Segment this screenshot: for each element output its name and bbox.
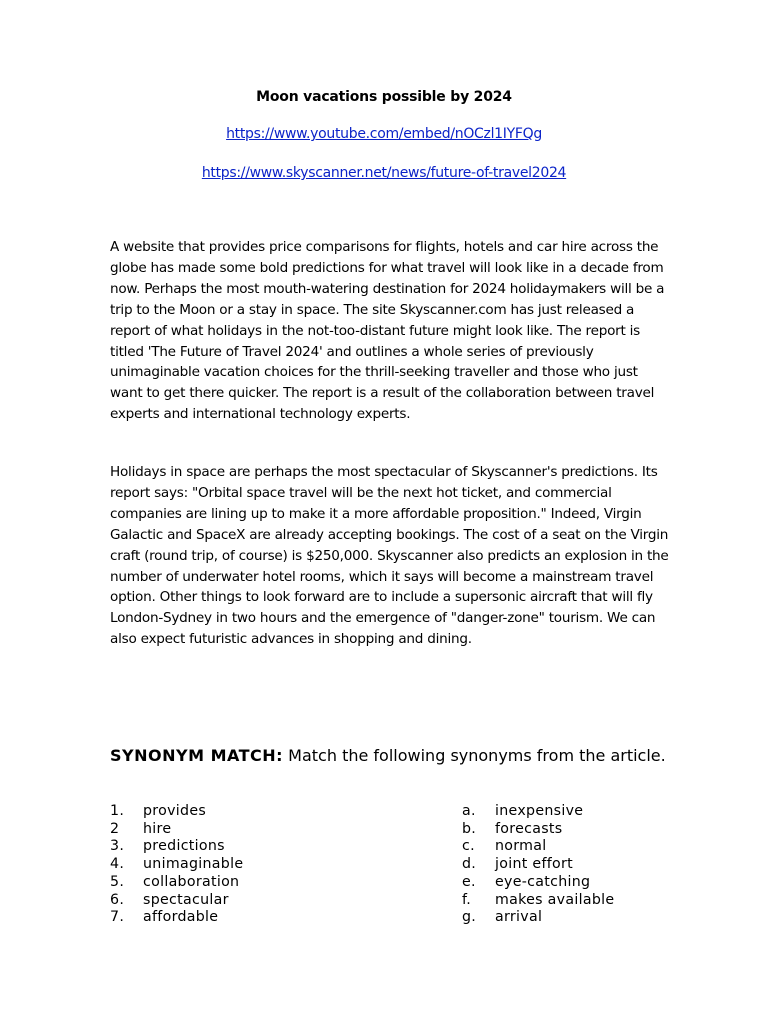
item-number: 6. — [110, 891, 125, 908]
synonym-list — [462, 803, 722, 927]
item-number: 5. — [110, 873, 125, 890]
list-item — [110, 909, 410, 927]
item-word: hire — [143, 820, 172, 837]
synonym-match-heading — [110, 745, 670, 766]
item-letter: d. — [462, 856, 477, 873]
article-paragraph-2: Holidays in space are perhaps the most spectacular of Skyscanner's predictions. Its report says: "Orbital space travel will be the next hot ticket, and commercial companies are lining up to make it a more affordable proposition." Indeed, Virgin Galactic and SpaceX are already accepting bookings. The cost of a seat on the Virgin craft (round trip, of course) is $250,000. Skyscanner also predicts an explosion in the number of underwater hotel rooms, which it says will become a mainstream travel option. Other things to look forward are to include a supersonic aircraft that will fly London-Sydney in two hours and the emergence of "danger-zone" tourism. We can also expect futuristic advances in shopping and dining. — [110, 464, 669, 648]
item-synonym: makes available — [495, 891, 615, 908]
item-letter: e. — [462, 873, 476, 890]
item-word: predictions — [143, 838, 225, 855]
list-item — [110, 821, 410, 839]
skyscanner-link[interactable]: https://www.skyscanner.net/news/future-of-travel2024 — [201, 165, 567, 181]
item-letter: b. — [462, 820, 477, 837]
list-item — [110, 803, 410, 821]
document-title: Moon vacations possible by 2024 — [256, 89, 512, 105]
item-word: unimaginable — [143, 856, 244, 873]
item-word: spectacular — [143, 891, 229, 908]
item-letter: c. — [462, 838, 475, 855]
youtube-link-line — [0, 124, 768, 144]
item-number: 7. — [110, 909, 125, 926]
word-list — [110, 803, 410, 927]
list-item — [462, 874, 722, 892]
item-synonym: forecasts — [495, 820, 563, 837]
list-item — [462, 856, 722, 874]
list-item — [462, 821, 722, 839]
item-word: provides — [143, 803, 207, 819]
item-synonym: eye-catching — [495, 873, 591, 890]
skyscanner-link-line — [0, 163, 768, 183]
item-synonym: joint effort — [495, 856, 574, 873]
item-letter: f. — [462, 891, 472, 908]
list-item — [110, 838, 410, 856]
list-item — [110, 874, 410, 892]
list-item — [462, 909, 722, 927]
article-paragraph-1: A website that provides price comparisons for flights, hotels and car hire across the globe has made some bold predictions for what travel will look like in a decade from now. Perhaps the most mouth-watering destination for 2024 holidaymakers will be a trip to the Moon or a stay in space. The site Skyscanner.com has just released a report of what holidays in the not-too-distant future might look like. The report is titled 'The Future of Travel 2024' and outlines a whole series of previously unimaginable vacation choices for the thrill-seeking traveller and those who just want to get there quicker. The report is a result of the collaboration between travel experts and international technology experts. — [110, 239, 665, 423]
synonym-match-label: SYNONYM MATCH: — [110, 746, 284, 765]
synonym-match-instruction: Match the following synonyms from the article. — [288, 746, 666, 765]
item-synonym: normal — [495, 838, 547, 855]
item-number: 3. — [110, 838, 125, 855]
item-synonym: inexpensive — [495, 803, 584, 819]
youtube-link[interactable]: https://www.youtube.com/embed/nOCzl1IYFQg — [226, 126, 542, 142]
list-item — [462, 838, 722, 856]
list-item — [462, 803, 722, 821]
item-number: 2 — [110, 820, 120, 837]
item-letter: g. — [462, 909, 477, 926]
list-item — [110, 892, 410, 910]
list-item — [462, 892, 722, 910]
item-word: collaboration — [143, 873, 240, 890]
item-word: affordable — [143, 909, 219, 926]
item-number: 4. — [110, 856, 125, 873]
item-synonym: arrival — [495, 909, 543, 926]
item-letter: a. — [462, 803, 476, 819]
list-item — [110, 856, 410, 874]
item-number: 1. — [110, 803, 125, 819]
